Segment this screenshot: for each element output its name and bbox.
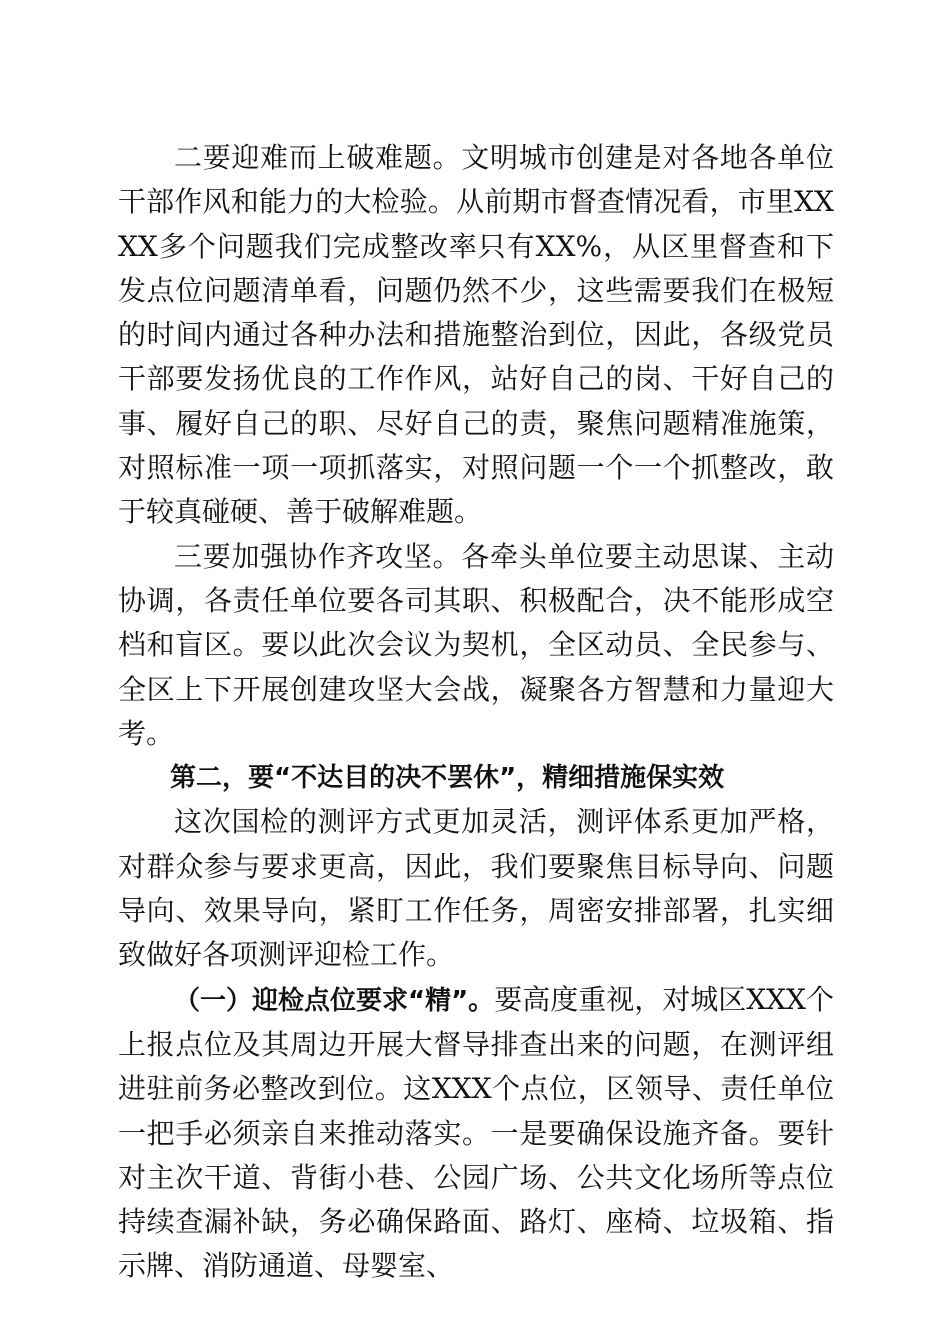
- subsection-lead: （一）迎检点位要求“精”。: [174, 985, 495, 1016]
- paragraph-difficulty: 二要迎难而上破难题。文明城市创建是对各地各单位干部作风和能力的大检验。从前期市督查情况看，市里XXXX多个问题我们完成整改率只有XX%，从区里督查和下发点位问题清单看，问题仍然不少，这些需要我们在极短的时间内通过各种办法和措施整治到位，因此，各级党员干部要发扬优良的工作作风，站好自己的岗、干好自己的事、履好自己的职、尽好自己的责，聚焦问题精准施策，对照标准一项一项抓落实，对照问题一个一个抓整改，敢于较真碰硬、善于破解难题。: [118, 141, 834, 529]
- paragraph-inspection-points: [118, 978, 834, 1289]
- subsection-body: 要高度重视，对城区XXX个上报点位及其周边开展大督导排查出来的问题，在测评组进驻前务必整改到位。这XXX个点位，区领导、责任单位一把手必须亲自来推动落实。一是要确保设施齐备。要针对主次干道、背街小巷、公园广场、公共文化场所等点位持续查漏补缺，务必确保路面、路灯、座椅、垃圾箱、指示牌、消防通道、母婴室、: [118, 982, 834, 1283]
- paragraph-inspection-intro: 这次国检的测评方式更加灵活，测评体系更加严格，对群众参与要求更高，因此，我们要聚焦目标导向、问题导向、效果导向，紧盯工作任务，周密安排部署，扎实细致做好各项测评迎检工作。: [118, 805, 834, 972]
- paragraph-cooperation: 三要加强协作齐攻坚。各牵头单位要主动思谋、主动协调，各责任单位要各司其职、积极配合，决不能形成空档和盲区。要以此次会议为契机，全区动员、全民参与、全区上下开展创建攻坚大会战，凝聚各方智慧和力量迎大考。: [118, 539, 834, 750]
- section-heading-two: 第二，要“不达目的决不罢休”，精细措施保实效: [170, 763, 725, 794]
- document-body: [118, 136, 834, 1289]
